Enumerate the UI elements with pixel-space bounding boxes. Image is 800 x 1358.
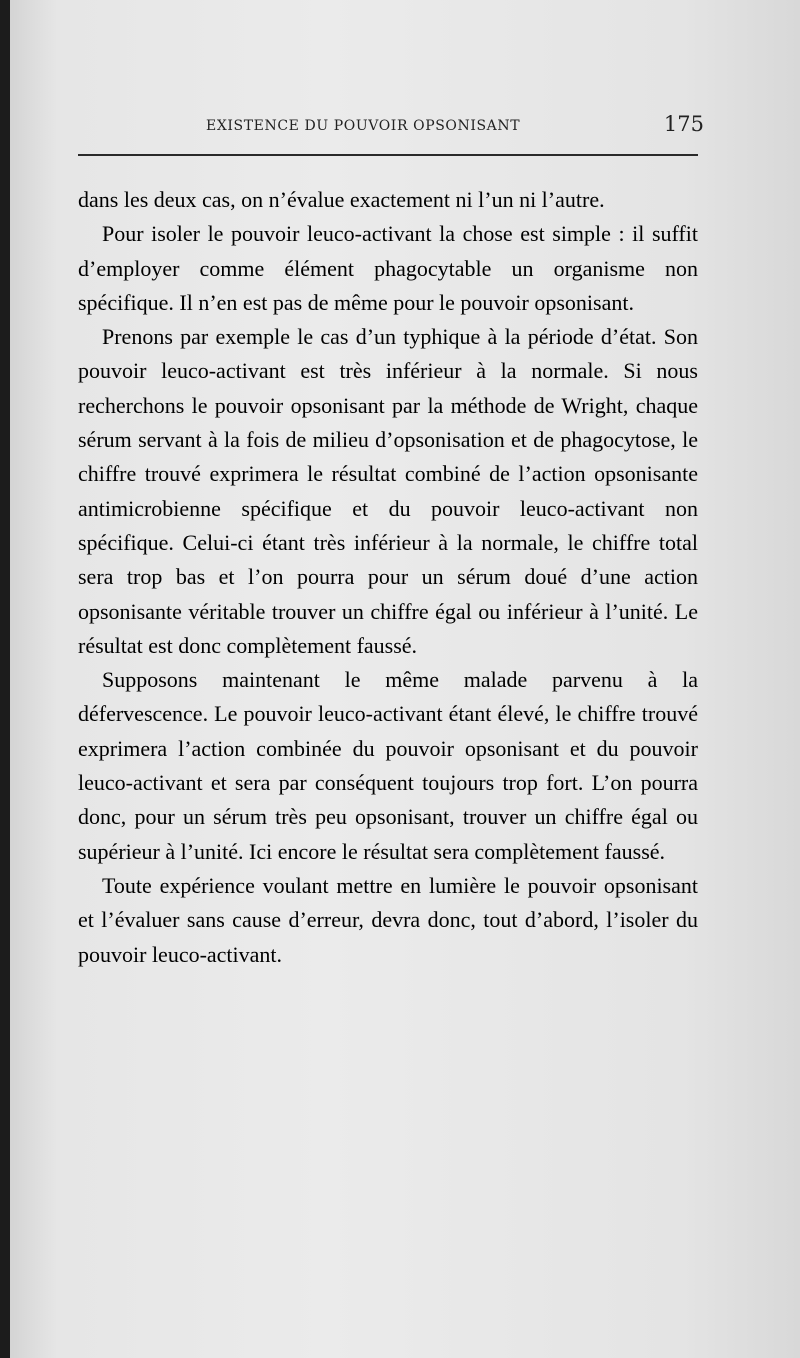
running-title: EXISTENCE DU POUVOIR OPSONISANT	[206, 118, 521, 134]
body-text	[78, 183, 698, 972]
page-number: 175	[663, 112, 704, 136]
paragraph-conclusion: Toute expérience voulant mettre en lumière le pouvoir opsonisant et l’évaluer sans cause d’erreur, devra donc, tout d’abord, l’isoler du pouvoir leuco-activant.	[78, 872, 698, 967]
paragraph-typhoid-example: Prenons par exemple le cas d’un typhique à la période d’état. Son pouvoir leuco-activant est très inférieur à la normale. Si nous recherchons le pouvoir opsonisant par la méthode de Wright, chaque sérum servant à la fois de milieu d’opsonisation et de phagocytose, le chiffre trouvé exprimera le résultat combiné de l’action opsonisante antimicrobienne spécifique et du pouvoir leuco-activant non spécifique. Celui-ci étant très inférieur à la normale, le chiffre total sera trop bas et l’on pourra pour un sérum doué d’une action opsonisante véritable trouver un chiffre égal ou inférieur à l’unité. Le résultat est donc complètement faussé.	[78, 324, 698, 658]
paragraph-defervescence: Supposons maintenant le même malade parvenu à la défervescence. Le pouvoir leuco-activant étant élevé, le chiffre trouvé exprimera l’action combinée du pouvoir opsonisant et du pouvoir leuco-activant et sera par conséquent toujours trop fort. L’on pourra donc, pour un sérum très peu opsonisant, trouver un chiffre égal ou supérieur à l’unité. Ici encore le résultat sera complètement faussé.	[78, 667, 698, 864]
paragraph-continuation: dans les deux cas, on n’évalue exactement ni l’un ni l’autre.	[78, 187, 605, 212]
page-header	[78, 112, 710, 142]
paragraph-isolation: Pour isoler le pouvoir leuco-activant la chose est simple : il suffit d’employer comme élément phagocytable un organisme non spécifique. Il n’en est pas de même pour le pouvoir opsonisant.	[78, 221, 698, 315]
header-rule	[78, 154, 698, 156]
